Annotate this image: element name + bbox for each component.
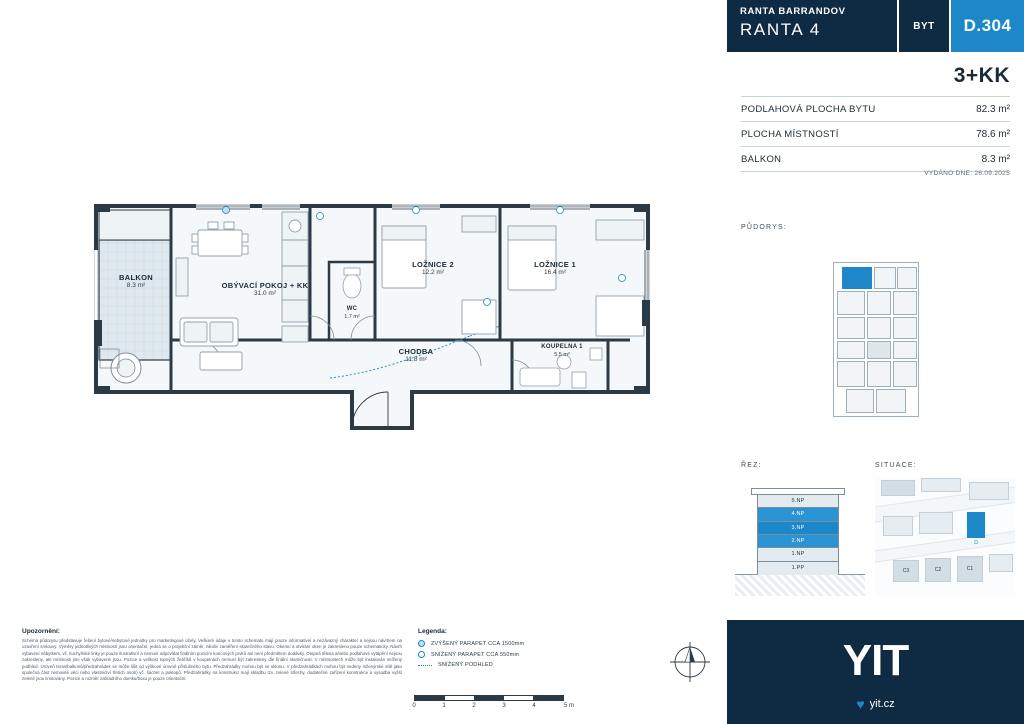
unit-type: 3+KK [953,64,1010,87]
legend-label: ZVÝŠENÝ PARAPET CCA 1500mm [431,640,525,647]
key-plan-unit [867,291,891,315]
key-plan-unit [837,361,865,387]
unit-label: BYT [897,0,949,52]
key-plan-unit [867,317,891,339]
project-title-block [727,0,897,52]
site-tag-c3: C3 [902,568,910,574]
site-tag-c1: C1 [966,566,974,572]
north-arrow [668,640,712,684]
scale-bar [414,695,594,713]
key-plan-unit [846,389,874,413]
scale-tick: 5 m [563,703,575,709]
legend-item [418,640,618,647]
summary-label: PODLAHOVÁ PLOCHA BYTU [741,104,876,115]
key-plan-unit [867,361,891,387]
key-plan [833,262,919,417]
key-plan-unit [897,267,917,289]
site-building [919,512,953,534]
site-building [921,478,961,492]
disclaimer-text: Schéma půdorysu představuje řešení bytové/nebytové jednotky pro marketingové účely. Veškeré údaje v tomto schematu mají pouze informativní a nezávazný charakter a nejsou návrhem na uzavření smlouvy. Výměry jednotlivých místností jsou orientační, jedná se o projekční záměr, nikoliv zaměření skutečného stavu. Okenní a otvírání oken je zakresleno pouze schematicky. Návrh vybavení nábytkem, vč. kuchyňské linky je pouze ilustrativní a nemusí odpovídat finálním pozicím koncových prvků ani není předmětem dodávky. Otopná tělesa a/nebo podlahové vytápění nejsou zakresleny, ale místnosti jimi však vybavené jsou. Pozice a velikost topných žebříků v koupelnách nemusí být zakresleny dle finální skutečnosti. V místnostech může být instalován snížený podhled. Úroveň teras/balkonů/předzahrádek se může lišit od výškové úrovně příslušného bytu. Předzahrádky mohou být ve sklonu. V předzahrádkách mohou být vedeny inženýrské sítě jako společná část nemovité věci nebo vlastnictví třetích osob) vč. šachet a poklopů. Předzahrádky na konstrukci mají skladbu tzv. zelené střechy, dodatečné zařízení konstrukce a vysadba vyšší zeleně jsou limitovány. Pozice a rozměr zahradního domku/boxu je pouze orientační. [22,638,402,682]
key-plan-unit [876,389,906,413]
scale-segment [445,696,475,700]
summary-row [741,96,1010,121]
scale-segment [504,696,534,700]
yit-url-block[interactable] [856,696,894,712]
legend-title: Legenda: [418,628,447,635]
room-name: CHODBA [398,347,434,356]
room-area: 1.7 m² [344,313,360,320]
room-area: 31.0 m² [253,290,277,298]
panel-header [727,0,1024,52]
unit-number-badge: D.304 [949,0,1024,52]
site-building-highlight [967,512,985,538]
room-name: BALKON [119,273,153,282]
legend-item [418,662,618,668]
heart-icon: ♥ [856,696,865,712]
room-area: 11.8 m² [405,356,427,364]
scale-tick: 0 [412,703,416,709]
site-building [969,482,1009,500]
apartment-outline [96,206,648,428]
floor-row: 2.NP [758,535,838,548]
scale-tick-labels [414,701,596,713]
floor-row: 5.NP [758,495,838,508]
summary-value: 8.3 m² [981,154,1010,165]
project-subtitle: RANTA BARRANDOV [740,6,846,17]
floor-row: 1.NP [758,548,838,561]
ground-hatch [735,574,865,596]
scale-tick: 4 [532,703,536,709]
section-diagram [735,486,865,596]
wc-fixtures [343,268,361,298]
room-area: 8.3 m² [126,282,146,290]
room-name: OBÝVACÍ POKOJ + KK [221,281,309,290]
raised-sill-icon [418,640,425,647]
summary-value: 78.6 m² [976,129,1010,140]
section-label-rez: ŘEZ: [741,462,762,469]
scale-segment [475,696,505,700]
lowered-ceiling-icon [418,665,432,666]
room-area: 12.2 m² [421,269,445,277]
brand-footer [727,620,1024,724]
site-tag-c2: C2 [934,567,942,573]
key-plan-unit [893,317,917,339]
key-plan-unit [893,341,917,359]
disclaimer-title: Upozornění: [22,628,60,635]
yit-url-text: yit.cz [869,698,895,710]
scale-segment [415,696,445,700]
scale-segment [534,696,563,700]
site-building [881,480,915,496]
room-name: WC [346,306,358,312]
site-tag-d: D [974,540,978,546]
summary-block [727,52,1024,172]
floor-row: 1.PP [758,562,838,575]
scale-tick: 3 [502,703,506,709]
issued-date: VYDÁNO DNE: 26.09.2025 [924,170,1010,177]
site-building [989,554,1013,572]
room-name: LOŽNICE 1 [534,260,576,269]
key-plan-unit [837,291,865,315]
site-building [883,516,913,536]
key-plan-unit [837,341,865,359]
room-area: 5.5 m² [554,351,570,358]
key-plan-unit [893,361,917,387]
legend-item [418,651,618,658]
legend-label: SNÍŽENÝ PODHLED [438,662,493,668]
project-title: RANTA 4 [740,20,821,39]
site-plan [875,478,1015,596]
key-plan-highlight-unit [842,267,872,289]
yit-logo: YIT [842,636,909,685]
info-panel [727,0,1024,724]
balcony-area [99,210,171,383]
summary-value: 82.3 m² [976,104,1010,115]
legend-label: SNÍŽENÝ PARAPET CCA 550mm [431,651,520,658]
key-plan-core [867,341,891,359]
key-plan-unit [893,291,917,315]
room-area: 16.4 m² [543,269,567,277]
key-plan-unit [837,317,865,339]
summary-label: PLOCHA MÍSTNOSTÍ [741,129,839,140]
summary-row [741,146,1010,172]
floor-stack [757,494,839,574]
legend-block [418,628,618,672]
summary-label: BALKON [741,154,782,165]
disclaimer-block [22,628,402,683]
section-label-situace: SITUACE: [875,462,917,469]
summary-row [741,121,1010,146]
lowered-sill-icon [418,651,425,658]
room-name: KOUPELNA 1 [541,344,583,350]
key-plan-unit [874,267,896,289]
floor-row: 4.NP [758,508,838,521]
floor-row-current: 3.NP [758,522,838,535]
scale-tick: 2 [472,703,476,709]
section-label-pudorys: PŮDORYS: [741,224,788,231]
scale-tick: 1 [442,703,446,709]
room-name: LOŽNICE 2 [412,260,454,269]
